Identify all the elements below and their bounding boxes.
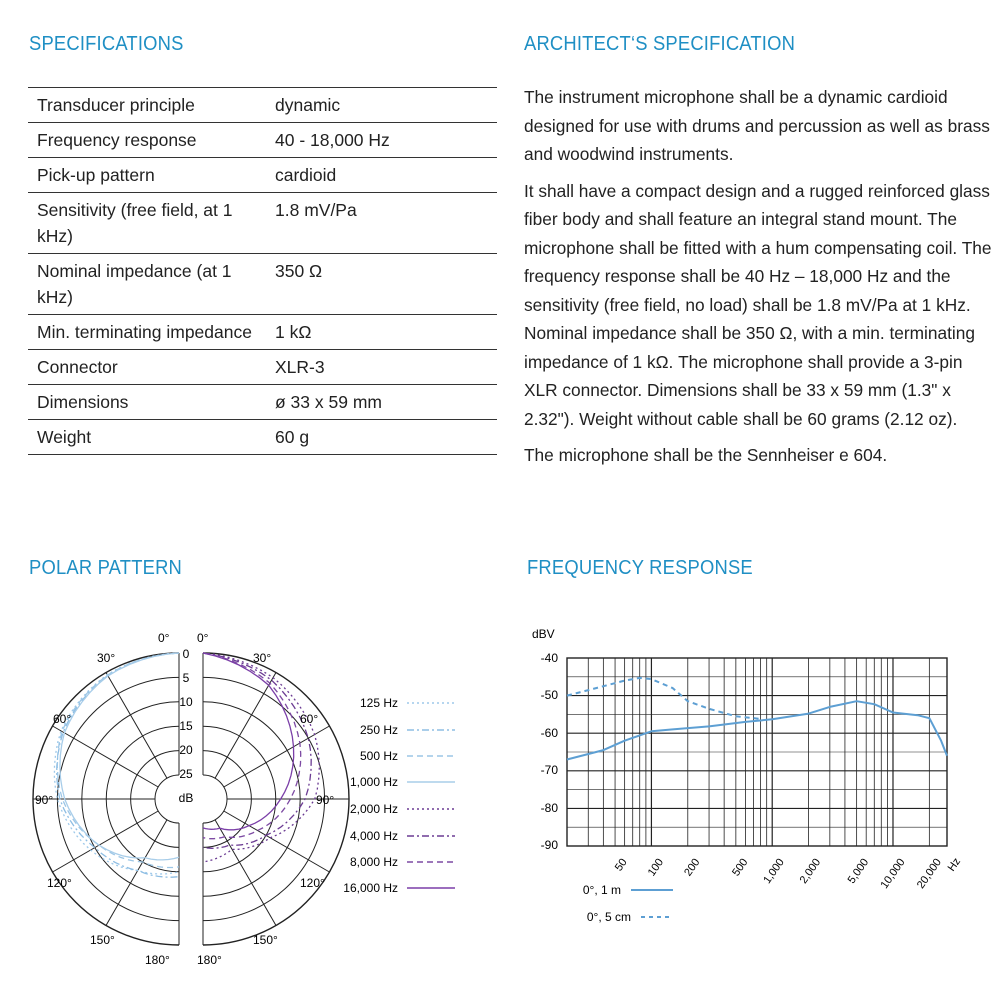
legend-label: 250 Hz <box>359 723 398 737</box>
arch-paragraph: The microphone shall be the Sennheiser e 604. <box>524 445 888 465</box>
angle-label-30-right: 30° <box>253 651 272 665</box>
y-tick-label: -60 <box>540 726 558 740</box>
db-label: 0 <box>182 647 190 661</box>
db-label: 5 <box>182 671 190 685</box>
x-tick-label: 10,000 <box>878 856 908 892</box>
spec-value: dynamic <box>275 88 497 123</box>
angle-label-150-left: 150° <box>90 933 115 947</box>
frequency-series <box>567 678 947 760</box>
table-row <box>28 193 497 254</box>
spec-value: XLR-3 <box>275 350 497 385</box>
db-label: 25 <box>179 767 193 781</box>
table-row <box>28 385 497 420</box>
angle-label-0-left: 0° <box>158 631 170 645</box>
table-row <box>28 123 497 158</box>
legend-label: 8,000 Hz <box>349 855 398 869</box>
db-unit-label: dB <box>178 791 194 805</box>
legend-label: 500 Hz <box>359 749 398 763</box>
table-row <box>28 254 497 315</box>
table-row <box>28 420 497 455</box>
legend-item-2000hz <box>350 802 455 816</box>
frequency-response-chart <box>520 600 1000 1000</box>
angle-label-0-right: 0° <box>197 631 209 645</box>
spec-key: Dimensions <box>28 385 275 420</box>
legend-label: 0°, 5 cm <box>586 910 631 924</box>
specifications-table <box>28 87 497 455</box>
polar-legend <box>343 696 455 895</box>
angle-label-180-left: 180° <box>145 953 170 967</box>
legend-item-5cm <box>587 910 673 924</box>
architect-spec-text <box>524 83 994 478</box>
frequency-legend <box>583 883 673 924</box>
polar-ring <box>203 775 227 823</box>
spec-key: Frequency response <box>28 123 275 158</box>
spec-key: Weight <box>28 420 275 455</box>
angle-label-120-left: 120° <box>47 876 72 890</box>
angle-label-180-right: 180° <box>197 953 222 967</box>
angle-label-60-right: 60° <box>300 712 319 726</box>
y-tick-label: -40 <box>540 651 558 665</box>
angle-label-90-left: 90° <box>35 793 54 807</box>
x-axis-unit-label: Hz <box>945 855 964 874</box>
spec-value: 1.8 mV/Pa <box>275 193 497 254</box>
architect-spec-heading: ARCHITECT‘S SPECIFICATION <box>524 33 796 55</box>
legend-label: 125 Hz <box>359 696 398 710</box>
polar-curve <box>57 653 179 868</box>
legend-label: 1,000 Hz <box>349 775 398 789</box>
x-tick-labels <box>613 856 963 891</box>
y-tick-label: -70 <box>540 763 558 777</box>
legend-item-8000hz <box>350 855 455 869</box>
legend-item-500hz <box>360 749 455 763</box>
spec-key: Sensitivity (free field, at 1 kHz) <box>28 193 275 254</box>
arch-paragraph: The instrument microphone shall be a dynamic cardioid designed for use with drums and percussion as well as brass and woodwind instruments. <box>524 87 990 164</box>
spec-value: ø 33 x 59 mm <box>275 385 497 420</box>
polar-curve <box>203 653 301 839</box>
y-tick-label: -90 <box>540 838 558 852</box>
legend-item-250hz <box>360 723 455 737</box>
series-line-1m <box>567 701 947 759</box>
polar-curve <box>203 653 319 862</box>
spec-value: 60 g <box>275 420 497 455</box>
x-tick-label: 20,000 <box>914 856 944 892</box>
x-tick-label: 1,000 <box>761 856 787 887</box>
angle-label-90-right: 90° <box>316 793 335 807</box>
legend-label: 0°, 1 m <box>582 883 621 897</box>
y-tick-label: -80 <box>540 801 558 815</box>
legend-label: 2,000 Hz <box>349 802 398 816</box>
angle-label-120-right: 120° <box>300 876 325 890</box>
angle-label-30-left: 30° <box>97 651 116 665</box>
polar-ring <box>155 775 179 823</box>
spec-key: Transducer principle <box>28 88 275 123</box>
y-tick-labels <box>541 651 559 852</box>
db-label: 15 <box>179 719 193 733</box>
series-line-5cm <box>567 678 761 719</box>
x-tick-label: 500 <box>730 856 751 879</box>
angle-label-60-left: 60° <box>53 712 72 726</box>
x-tick-label: 50 <box>612 856 630 874</box>
legend-label: 16,000 Hz <box>343 881 398 895</box>
angle-label-150-right: 150° <box>253 933 278 947</box>
table-row <box>28 350 497 385</box>
legend-item-1000hz <box>350 775 455 789</box>
table-row <box>28 88 497 123</box>
x-tick-label: 200 <box>682 856 703 879</box>
x-tick-label: 5,000 <box>845 856 872 887</box>
spec-value: 350 Ω <box>275 254 497 315</box>
specifications-heading: SPECIFICATIONS <box>29 33 184 55</box>
legend-item-16000hz <box>343 881 455 895</box>
polar-pattern-heading: POLAR PATTERN <box>29 557 183 579</box>
y-tick-label: -50 <box>540 688 558 702</box>
legend-item-4000hz <box>350 829 455 843</box>
spec-key: Min. terminating impedance <box>28 315 275 350</box>
spec-key: Pick-up pattern <box>28 158 275 193</box>
legend-item-1m <box>583 883 673 897</box>
table-row <box>28 158 497 193</box>
frequency-grid <box>567 658 947 846</box>
spec-value: 1 kΩ <box>275 315 497 350</box>
legend-item-125hz <box>360 696 455 710</box>
spec-key: Nominal impedance (at 1 kHz) <box>28 254 275 315</box>
table-row <box>28 315 497 350</box>
y-axis-unit-label: dBV <box>532 627 555 641</box>
spec-value: cardioid <box>275 158 497 193</box>
x-tick-label: 100 <box>645 856 667 879</box>
arch-paragraph: It shall have a compact design and a rugged reinforced glass fiber body and shall feature an integral stand mount. The microphone shall be fitted with a hum compensating coil. The frequency response shall be 40 Hz – 18,000 Hz and the sensitivity (free field, no load) shall be 1.8 mV/Pa at 1 kHz. Nominal impedance shall be 350 Ω, with a min. terminating impedance of 1 kΩ. The microphone shall provide a 3-pin XLR connector. Dimensions shall be 33 x 59 mm (1.3" x 2.32"). Weight without cable shall be 60 grams (2.12 oz). <box>524 180 992 429</box>
spec-value: 40 - 18,000 Hz <box>275 123 497 158</box>
db-label: 10 <box>179 695 193 709</box>
x-tick-label: 2,000 <box>797 856 824 887</box>
frequency-response-heading: FREQUENCY RESPONSE <box>527 557 753 579</box>
polar-pattern-diagram <box>0 600 480 1000</box>
db-label: 20 <box>179 743 193 757</box>
spec-key: Connector <box>28 350 275 385</box>
legend-label: 4,000 Hz <box>349 829 398 843</box>
